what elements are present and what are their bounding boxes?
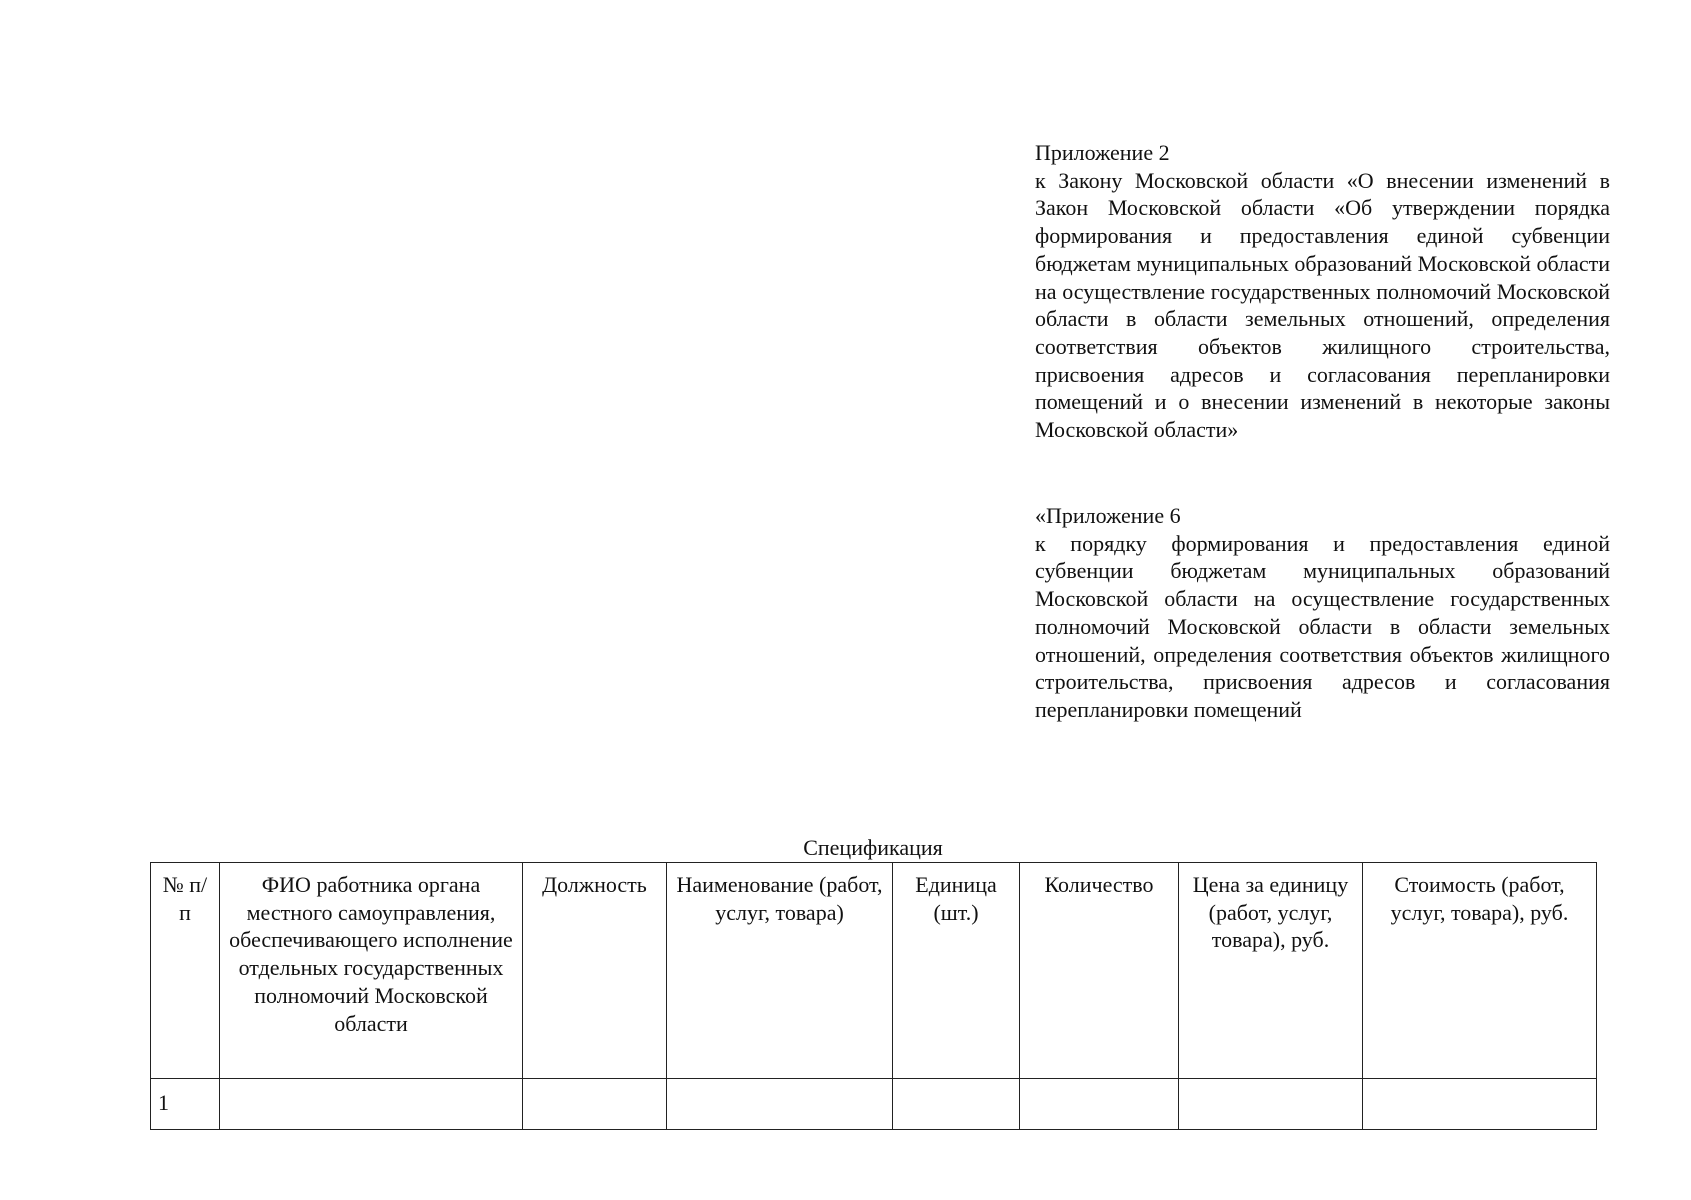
table-cell-quantity (1020, 1079, 1179, 1130)
annex-6-text: к порядку формирования и предоставления единой субвенции бюджетам муниципальных образований Московской области на осуществление государственных полномочий Московской области в области земельных отношений, определения соответствия объектов жилищного строительства, присвоения адресов и согласования перепланировки помещений (1035, 530, 1610, 722)
column-header-item-name: Наименование (работ, услуг, товара) (667, 863, 893, 1079)
table-cell-item-name (667, 1079, 893, 1130)
specification-table (150, 862, 1597, 1130)
annex-2-title: Приложение 2 (1035, 140, 1170, 165)
table-cell-number: 1 (151, 1079, 220, 1130)
table-cell-unit-price (1179, 1079, 1363, 1130)
annex-2-header (1035, 139, 1610, 444)
table-cell-position (523, 1079, 667, 1130)
table-cell-employee-name (220, 1079, 523, 1130)
annex-2-text: к Закону Московской области «О внесении изменений в Закон Московской области «Об утверждении порядка формирования и предоставления единой субвенции бюджетам муниципальных образований Московской области на осуществление государственных полномочий Московской области в области земельных отношений, определения соответствия объектов жилищного строительства, присвоения адресов и согласования перепланировки помещений и о внесении изменений в некоторые законы Московской области» (1035, 167, 1610, 443)
column-header-position: Должность (523, 863, 667, 1079)
table-header-row (151, 863, 1597, 1079)
specification-title: Спецификация (803, 835, 943, 860)
annex-6-title: «Приложение 6 (1035, 503, 1181, 528)
column-header-employee-name: ФИО работника органа местного самоуправления, обеспечивающего исполнение отдельных государственных полномочий Московской области (220, 863, 523, 1079)
table-row (151, 1079, 1597, 1130)
column-header-unit: Единица (шт.) (893, 863, 1020, 1079)
table-cell-unit (893, 1079, 1020, 1130)
column-header-number: № п/п (151, 863, 220, 1079)
column-header-total-cost: Стоимость (работ, услуг, товара), руб. (1363, 863, 1597, 1079)
column-header-unit-price: Цена за единицу (работ, услуг, товара), руб. (1179, 863, 1363, 1079)
column-header-quantity: Количество (1020, 863, 1179, 1079)
table-cell-total-cost (1363, 1079, 1597, 1130)
annex-6-header (1035, 502, 1610, 724)
